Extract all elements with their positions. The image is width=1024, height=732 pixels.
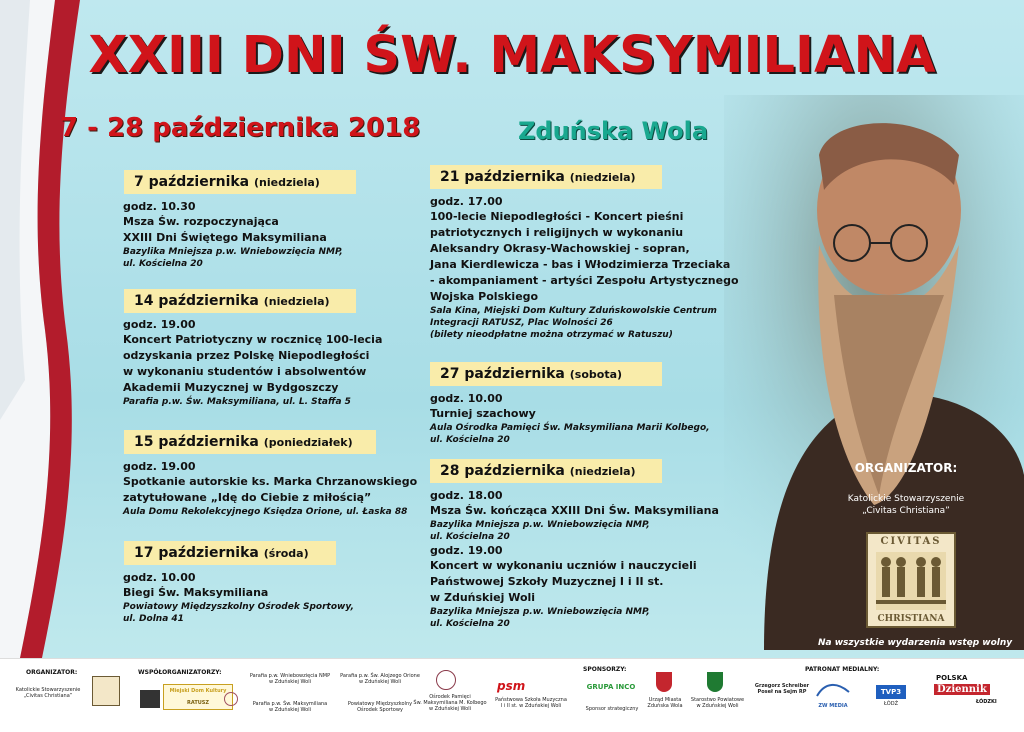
day-header <box>124 541 336 565</box>
dziennik-logo: Dziennik <box>934 684 990 695</box>
co-item <box>488 697 574 709</box>
footer-text-line: w Zduńskiej Woli <box>428 706 472 712</box>
parish-seal-icon <box>224 692 238 706</box>
footer-text-line: Starostwo Powiatowe <box>690 697 745 703</box>
footer-text-line: w Zduńskiej Woli <box>268 707 312 713</box>
polish-flag-ribbon <box>0 0 120 658</box>
footer-co-label: WSPÓŁORGANIZATORZY: <box>138 669 222 676</box>
event-dates: 7 - 28 października 2018 <box>60 113 421 143</box>
free-entry-note: Na wszystkie wydarzenia wstęp wolny <box>818 638 1013 648</box>
event-desc: Akademii Muzycznej w Bydgoszczy <box>123 381 339 394</box>
event-desc: odzyskania przez Polskę Niepodległości <box>123 349 370 362</box>
event-desc: - akompaniament - artyści Zespołu Artystycznego <box>430 274 739 287</box>
footer-text-line: w Zduńskiej Woli <box>696 703 739 709</box>
weekday-label: (niedziela) <box>263 295 330 308</box>
mdk-text: Miejski Dom Kultury <box>169 688 227 694</box>
zw-media-icon <box>815 680 851 702</box>
day-label: 27 października <box>440 366 565 382</box>
tvp3-sub: ŁÓDŹ <box>883 701 899 707</box>
event-block <box>123 570 354 625</box>
organizer-name <box>826 493 986 517</box>
event-time: godz. 10.00 <box>123 571 196 584</box>
footer-text-line: Ośrodek Sportowy <box>357 707 403 713</box>
event-desc: Msza Św. rozpoczynająca <box>123 215 279 228</box>
event-time: godz. 10.30 <box>123 200 196 213</box>
event-time: godz. 10.00 <box>430 392 503 405</box>
co-item <box>240 701 340 713</box>
psm-logo: psm <box>497 679 526 693</box>
kolbe-center-seal-icon <box>436 670 456 690</box>
event-place: Integracji RATUSZ, Plac Wolności 26 <box>430 318 613 328</box>
footer-text-line: Parafia p.w. Św. Maksymiliana <box>252 701 328 707</box>
event-block <box>430 488 719 630</box>
footer-text-line: Urząd Miasta <box>648 697 682 703</box>
footer-text-line: Zduńska Wola <box>647 703 683 709</box>
posel-label <box>752 683 812 695</box>
weekday-label: (niedziela) <box>254 176 320 189</box>
day-label: 28 października <box>440 463 565 479</box>
event-place: ul. Kościelna 20 <box>123 259 203 269</box>
event-place: ul. Kościelna 20 <box>430 619 510 629</box>
event-block <box>430 194 739 341</box>
event-desc: Spotkanie autorskie ks. Marka Chrzanowskiego <box>123 475 418 488</box>
day-label: 15 października <box>134 434 259 450</box>
footer-text-line: I i II st. w Zduńskiej Woli <box>500 703 562 709</box>
footer-organizer-label: ORGANIZATOR: <box>26 669 78 676</box>
county-crest-icon <box>707 672 723 692</box>
day-header <box>124 289 356 313</box>
inco-role: Sponsor strategiczny <box>585 706 639 712</box>
event-place: Bazylika Mniejsza p.w. Wniebowzięcia NMP, <box>430 607 650 617</box>
footer-text-line: Ośrodek Pamięci <box>429 694 471 700</box>
zw-media-label: ZW MEDIA <box>818 703 848 709</box>
event-desc: Jana Kierdlewicza - bas i Włodzimierza Trzeciaka <box>430 258 731 271</box>
footer-text-line: w Zduńskiej Woli <box>358 679 402 685</box>
event-time: godz. 17.00 <box>430 195 503 208</box>
tvp3-logo: TVP3 <box>876 685 906 699</box>
event-place: Powiatowy Międzyszkolny Ośrodek Sportowy, <box>123 602 354 612</box>
organizer-name-line: „Civitas Christiana” <box>862 506 950 516</box>
event-place: Sala Kina, Miejski Dom Kultury Zduńskowolskie Centrum <box>430 306 717 316</box>
footer-text-line: Państwowa Szkoła Muzyczna <box>495 697 567 703</box>
civitas-christiana-logo <box>866 532 956 628</box>
weekday-label: (poniedziałek) <box>263 436 353 449</box>
footer-text-line: Powiatowy Międzyszkolny <box>347 701 413 707</box>
event-place: Parafia p.w. Św. Maksymiliana, ul. L. Staffa 5 <box>123 397 351 407</box>
footer-text-line: Katolickie Stowarzyszenie <box>15 687 81 693</box>
co-item <box>330 673 430 685</box>
logo-bottom-text: CHRISTIANA <box>877 614 945 624</box>
event-desc: patriotycznych i religijnych w wykonaniu <box>430 226 684 239</box>
weekday-label: (niedziela) <box>569 465 636 478</box>
day-header <box>430 362 662 386</box>
organizer-name-line: Katolickie Stowarzyszenie <box>847 494 965 504</box>
event-desc: Wojska Polskiego <box>430 290 539 303</box>
day-label: 7 października <box>134 174 250 190</box>
event-desc: w wykonaniu studentów i absolwentów <box>123 365 367 378</box>
event-desc: w Zduńskiej Woli <box>430 591 536 604</box>
event-time: godz. 19.00 <box>123 460 196 473</box>
footer-text-line: Parafia p.w. Św. Alojzego Orione <box>340 673 420 679</box>
logo-top-text: CIVITAS <box>880 536 942 547</box>
event-desc: zatytułowane „Idę do Ciebie z miłością” <box>123 491 372 504</box>
event-place: Aula Ośrodka Pamięci Św. Maksymiliana Marii Kolbego, <box>430 423 710 433</box>
footer-media-label: PATRONAT MEDIALNY: <box>805 666 880 673</box>
starostwo-label <box>690 697 745 709</box>
day-label: 17 października <box>134 545 259 561</box>
event-time: godz. 19.00 <box>123 318 196 331</box>
urzad-label <box>640 697 690 709</box>
lodzki-logo-text: ŁÓDZKI <box>976 699 997 705</box>
event-place: (bilety nieodpłatne można otrzymać w Ratuszu) <box>430 330 673 340</box>
footer-text-line: Poseł na Sejm RP <box>757 689 807 695</box>
polska-logo-text: POLSKA <box>936 674 968 682</box>
day-header <box>430 459 662 483</box>
event-place: ul. Dolna 41 <box>123 614 184 624</box>
weekday-label: (sobota) <box>569 368 623 381</box>
event-block <box>123 459 417 518</box>
footer-text-line: Grzegorz Schreiber <box>754 683 810 689</box>
event-desc: Turniej szachowy <box>430 407 536 420</box>
event-place: Bazylika Mniejsza p.w. Wniebowzięcia NMP, <box>123 247 343 257</box>
day-header <box>124 170 356 194</box>
footer-text-line: Parafia p.w. Wniebowzięcia NMP <box>249 673 331 679</box>
footer-organizer-name <box>8 687 88 699</box>
event-place: Bazylika Mniejsza p.w. Wniebowzięcia NMP, <box>430 520 650 530</box>
city-crest-icon <box>656 672 672 692</box>
event-block <box>123 199 343 270</box>
ratusz-logo <box>140 690 160 708</box>
event-place: ul. Kościelna 20 <box>430 532 510 542</box>
event-desc: XXIII Dni Świętego Maksymiliana <box>123 231 327 244</box>
event-place: ul. Kościelna 20 <box>430 435 510 445</box>
mdk-logo <box>163 684 233 710</box>
event-block <box>430 391 710 446</box>
day-label: 14 października <box>134 293 259 309</box>
event-desc: Koncert Patriotyczny w rocznicę 100-lecia <box>123 333 383 346</box>
day-label: 21 października <box>440 169 565 185</box>
event-desc: Państwowej Szkoły Muzycznej I i II st. <box>430 575 664 588</box>
weekday-label: (środa) <box>263 547 309 560</box>
event-desc: Aleksandry Okrasy-Wachowskiej - sopran, <box>430 242 690 255</box>
day-header <box>124 430 376 454</box>
event-place: Aula Domu Rekolekcyjnego Księdza Orione, ul. Łaska 88 <box>123 507 408 517</box>
co-item <box>240 673 340 685</box>
event-block <box>123 317 382 408</box>
event-time: godz. 18.00 <box>430 489 503 502</box>
organizer-label: ORGANIZATOR: <box>854 461 958 475</box>
event-time: godz. 19.00 <box>430 544 503 557</box>
event-desc: Msza Św. kończąca XXIII Dni Św. Maksymiliana <box>430 504 719 517</box>
inco-logo: GRUPA INCO <box>586 683 636 691</box>
footer-text-line: Św. Maksymiliana M. Kolbego <box>413 700 487 706</box>
event-desc: Koncert w wykonaniu uczniów i nauczycieli <box>430 559 697 572</box>
footer-sponsors-label: SPONSORZY: <box>583 666 627 673</box>
figures-icon <box>876 552 946 610</box>
city-name: Zduńska Wola <box>518 117 709 145</box>
ratusz-text: RATUSZ <box>186 700 210 706</box>
footer-text-line: w Zduńskiej Woli <box>268 679 312 685</box>
day-header <box>430 165 662 189</box>
civitas-small-logo <box>92 676 120 706</box>
weekday-label: (niedziela) <box>569 171 636 184</box>
co-item <box>410 694 490 712</box>
footer-text-line: „Civitas Christiana” <box>23 693 73 699</box>
event-desc: Biegi Św. Maksymiliana <box>123 586 269 599</box>
event-desc: 100-lecie Niepodległości - Koncert pieśni <box>430 210 684 223</box>
poster-title: XXIII DNI ŚW. MAKSYMILIANA <box>88 26 936 85</box>
